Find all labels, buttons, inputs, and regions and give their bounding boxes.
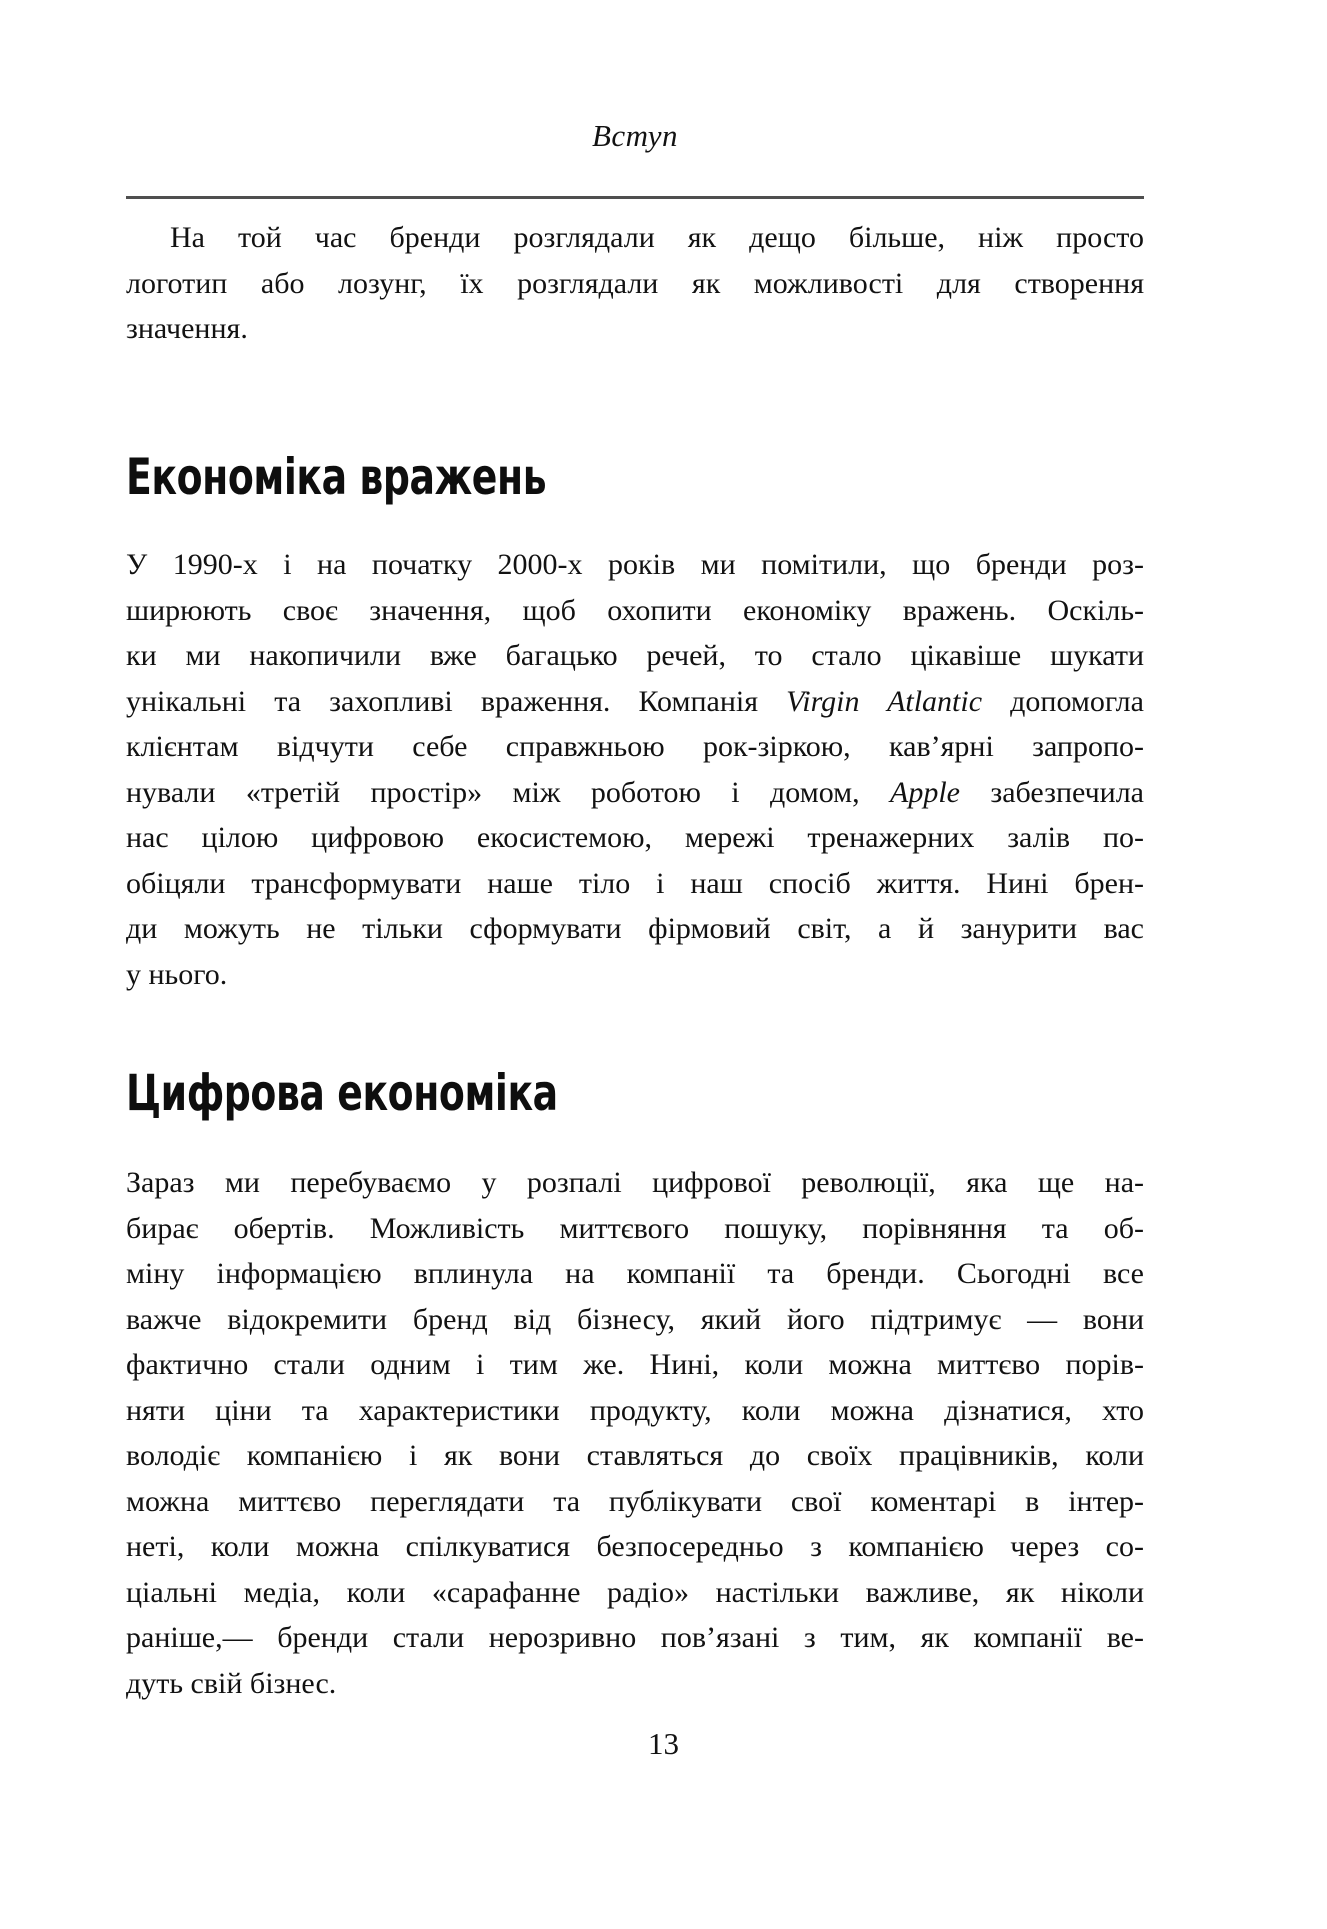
text-line: [126, 1433, 1144, 1479]
italic-text-segment: Virgin Atlantic: [786, 684, 983, 718]
text-line: [126, 1297, 1144, 1343]
text-line: [126, 1342, 1144, 1388]
text-line: [126, 306, 1144, 352]
text-segment: клієнтам відчути себе справжньою рок-зіркою, кав’ярні запропо-: [126, 730, 1144, 763]
italic-text-segment: Apple: [890, 775, 960, 809]
text-segment: можна миттєво переглядати та публікувати свої коментарі в інтер-: [126, 1484, 1144, 1518]
header-divider-rule: [126, 196, 1144, 199]
text-line: [126, 1615, 1144, 1661]
text-line: [126, 1524, 1144, 1570]
section-heading-text: Економіка вражень: [126, 448, 547, 506]
text-line: [126, 1388, 1144, 1434]
text-line: [126, 588, 1144, 634]
text-segment: нас цілою цифровою екосистемою, мережі тренажерних залів по-: [126, 821, 1144, 854]
text-segment: неті, коли можна спілкуватися безпосередньо з компанією через со-: [126, 1530, 1144, 1563]
text-segment: дуть свій бізнес.: [126, 1666, 337, 1700]
text-segment: володіє компанією і як вони ставляться до своїх працівників, коли: [126, 1439, 1144, 1472]
section-paragraph-digital-economy: [126, 1160, 1144, 1706]
text-segment: раніше,— бренди стали нерозривно пов’язані з тим, як компанії ве-: [126, 1621, 1144, 1654]
text-segment: нували «третій простір» між роботою і домом,: [126, 775, 890, 809]
text-line: [126, 1661, 1144, 1707]
text-segment: обіцяли трансформувати наше тіло і наш спосіб життя. Нині брен-: [126, 866, 1144, 900]
text-segment: ширюють своє значення, щоб охопити економіку вражень. Оскіль-: [126, 593, 1144, 627]
text-segment: важче відокремити бренд від бізнесу, який його підтримує — вони: [126, 1302, 1144, 1336]
running-head: Вступ: [591, 118, 679, 153]
text-line: [126, 906, 1144, 952]
text-segment: У 1990-х і на початку 2000-х років ми помітили, що бренди роз-: [126, 548, 1144, 581]
text-segment: ки ми накопичили вже багацько речей, то стало цікавіше шукати: [126, 639, 1144, 672]
text-line: [126, 952, 1144, 998]
text-segment: ди можуть не тільки сформувати фірмовий світ, а й занурити вас: [126, 912, 1144, 945]
page-number: 13: [648, 1726, 679, 1761]
section-heading-experience-economy: [126, 448, 626, 506]
text-segment: фактично стали одним і тим же. Нині, коли можна миттєво порів-: [126, 1348, 1144, 1381]
text-segment: ціальні медіа, коли «сарафанне радіо» настільки важливе, як ніколи: [126, 1575, 1144, 1609]
text-line: [126, 679, 1144, 725]
text-segment: На той час бренди розглядали як дещо більше, ніж просто: [170, 221, 1144, 254]
text-line: [126, 1570, 1144, 1616]
text-segment: Зараз ми перебуваємо у розпалі цифрової революції, яка ще на-: [126, 1166, 1144, 1199]
text-segment: унікальні та захопливі враження. Компанія: [126, 684, 787, 718]
text-segment: значення.: [126, 312, 248, 345]
text-line: [126, 215, 1144, 261]
text-line: [126, 1251, 1144, 1297]
text-segment: логотип або лозунг, їх розглядали як можливості для створення: [126, 266, 1144, 300]
text-line: [126, 633, 1144, 679]
text-segment: у нього.: [126, 957, 228, 991]
text-segment: міну інформацією вплинула на компанії та бренди. Сьогодні все: [126, 1257, 1144, 1290]
text-line: [126, 1206, 1144, 1252]
text-line: [126, 770, 1144, 816]
text-line: [126, 861, 1144, 907]
lead-paragraph: [126, 215, 1144, 352]
text-segment: бирає обертів. Можливість миттєвого пошуку, порівняння та об-: [126, 1211, 1144, 1245]
text-line: [126, 1479, 1144, 1525]
text-line: [126, 1160, 1144, 1206]
text-segment: няти ціни та характеристики продукту, коли можна дізнатися, хто: [126, 1393, 1144, 1427]
text-line: [126, 261, 1144, 307]
text-line: [126, 724, 1144, 770]
section-heading-digital-economy: [126, 1064, 640, 1122]
section-paragraph-experience-economy: [126, 542, 1144, 997]
text-line: [126, 542, 1144, 588]
text-segment: допомогла: [982, 684, 1144, 718]
text-segment: забезпечила: [959, 775, 1144, 809]
section-heading-text: Цифрова економіка: [126, 1064, 558, 1122]
text-line: [126, 815, 1144, 861]
